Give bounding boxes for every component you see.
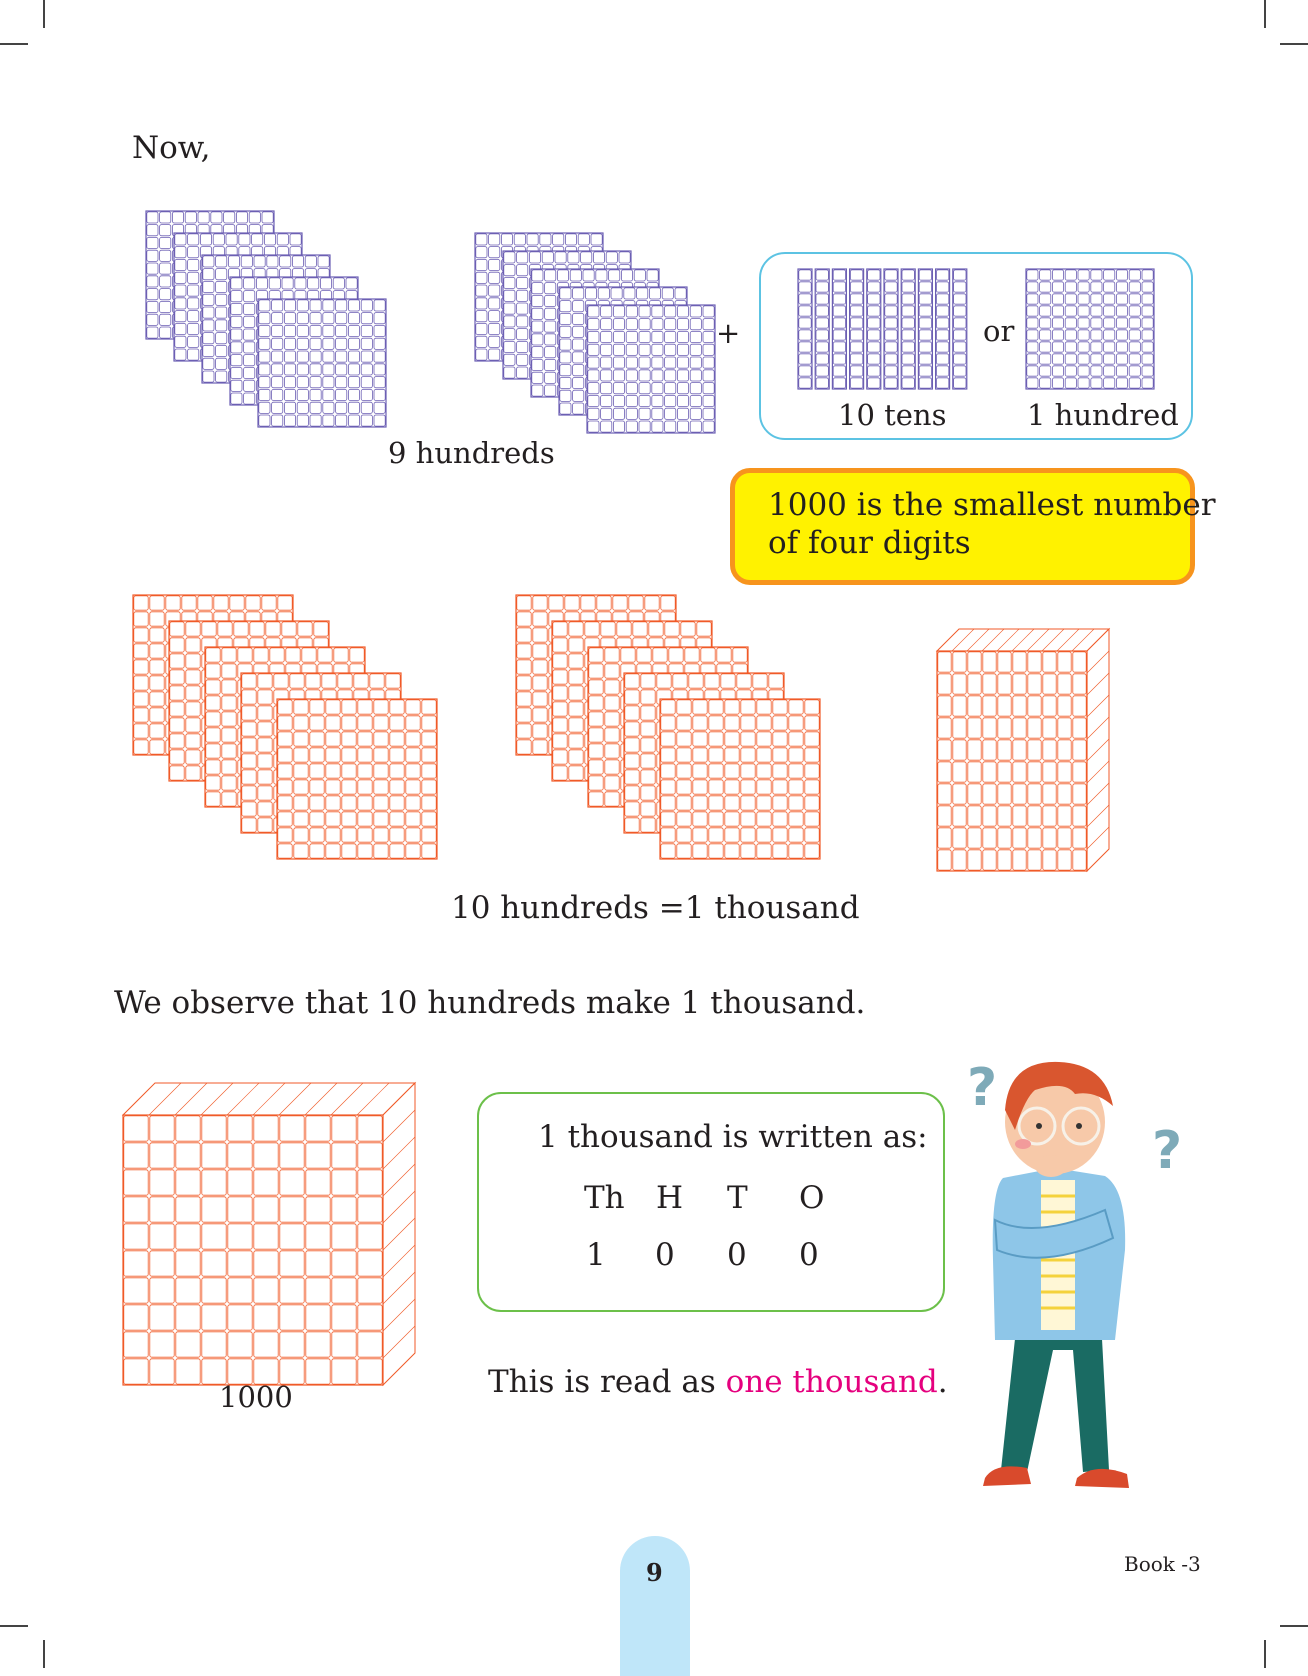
one-hundred-flat xyxy=(1025,268,1155,390)
svg-text:?: ? xyxy=(1152,1121,1183,1181)
page-number-tab xyxy=(620,1536,690,1676)
crop-mark xyxy=(1280,43,1308,45)
crop-mark xyxy=(1264,0,1266,28)
crop-mark xyxy=(43,1640,45,1668)
intro-text: Now, xyxy=(132,130,211,166)
hundreds-stack-left xyxy=(145,210,389,430)
place-digit-h: 0 xyxy=(655,1237,675,1273)
crop-mark xyxy=(1264,1640,1266,1668)
plus-sign: + xyxy=(716,316,741,350)
thousand-cube-large xyxy=(122,1082,418,1388)
note-line-2: of four digits xyxy=(768,525,971,561)
one-hundred-label: 1 hundred xyxy=(1027,398,1179,432)
read-as-suffix: . xyxy=(937,1364,948,1400)
page-number: 9 xyxy=(646,1558,663,1587)
ten-tens-rods xyxy=(797,268,972,390)
crop-mark xyxy=(1280,1625,1308,1627)
hundreds-stack-middle xyxy=(474,232,718,436)
crop-mark xyxy=(43,0,45,28)
hundreds-stack-orange-middle xyxy=(515,594,823,862)
svg-text:?: ? xyxy=(967,1058,998,1118)
place-header-o: O xyxy=(799,1180,825,1216)
place-digit-o: 0 xyxy=(799,1237,819,1273)
ten-tens-label: 10 tens xyxy=(838,398,947,432)
crop-mark xyxy=(0,1625,28,1627)
place-value-heading: 1 thousand is written as: xyxy=(538,1119,928,1155)
place-header-h: H xyxy=(656,1180,684,1216)
crop-mark xyxy=(0,43,28,45)
hundreds-stack-orange-left xyxy=(132,594,440,862)
place-digit-th: 1 xyxy=(586,1237,606,1273)
place-digit-t: 0 xyxy=(727,1237,747,1273)
note-line-1: 1000 is the smallest number xyxy=(768,487,1216,523)
or-word: or xyxy=(983,314,1015,348)
place-header-t: T xyxy=(727,1180,748,1216)
observation-text: We observe that 10 hundreds make 1 thousand. xyxy=(114,985,866,1021)
place-header-th: Th xyxy=(584,1180,625,1216)
equation-text: 10 hundreds =1 thousand xyxy=(451,890,860,926)
book-label: Book -3 xyxy=(1124,1552,1201,1576)
cube-label: 1000 xyxy=(219,1380,293,1414)
thousand-cube xyxy=(936,628,1112,874)
thinking-boy-illustration xyxy=(955,1050,1215,1510)
nine-hundreds-label: 9 hundreds xyxy=(388,436,555,470)
read-as-prefix: This is read as xyxy=(488,1364,726,1400)
read-as-sentence xyxy=(488,1364,948,1400)
read-as-highlight: one thousand xyxy=(725,1364,938,1400)
